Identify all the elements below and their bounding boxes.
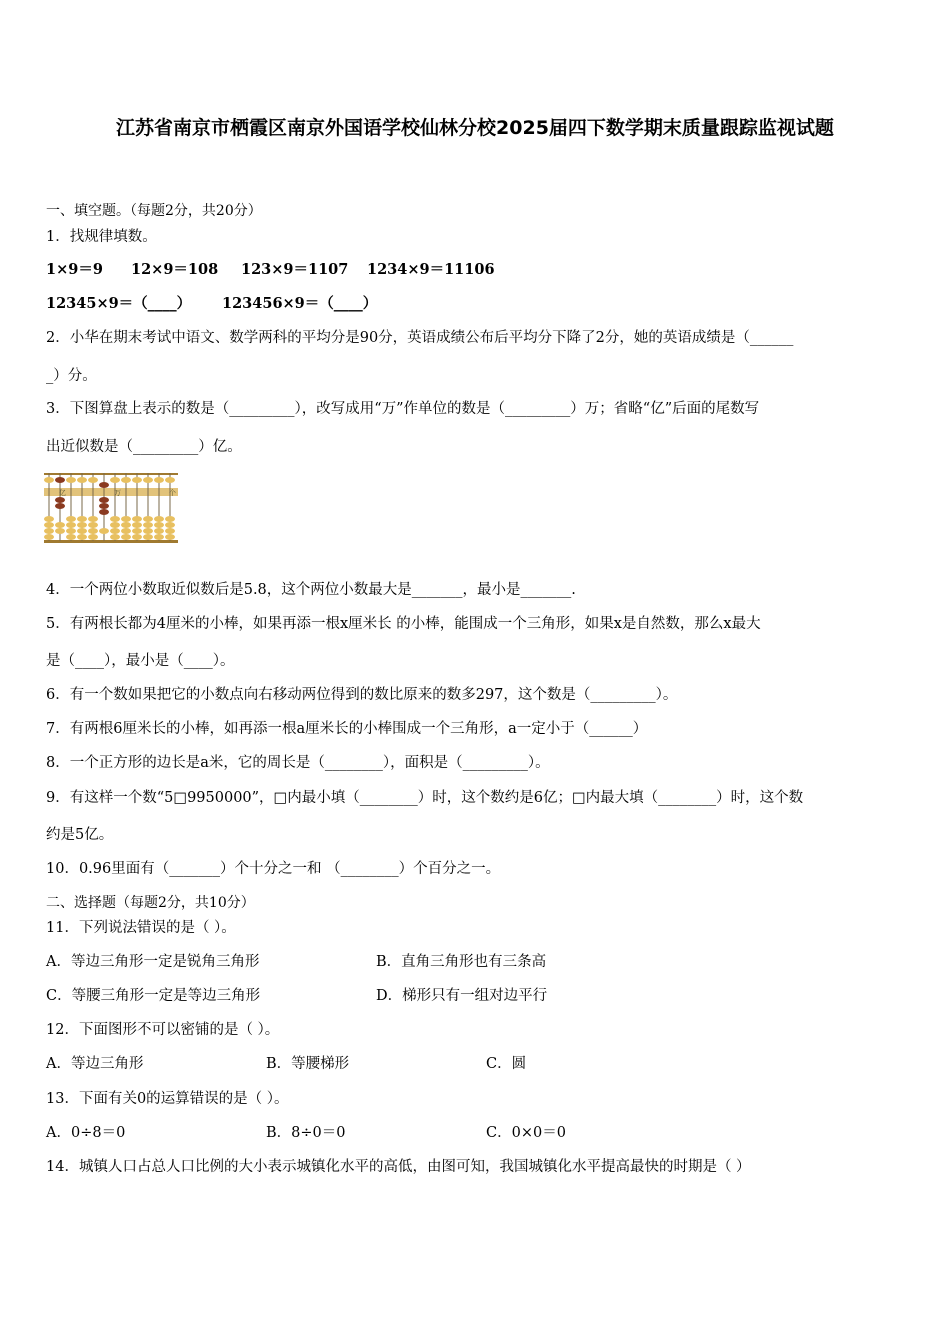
pattern-item: 1×9＝9: [46, 261, 103, 278]
abacus-label-yi: 亿: [59, 489, 66, 497]
option-d: D．梯形只有一组对边平行: [376, 988, 548, 1004]
question-5-line1: 5．有两根长都为4厘米的小棒，如果再添一根x厘米长 的小棒，能围成一个三角形，如果x是自然数，那么x最大: [46, 616, 761, 632]
pattern-item: 123×9＝1107: [241, 261, 349, 278]
option-b: B．8÷0＝0: [266, 1125, 346, 1141]
option-a: A．等边三角形一定是锐角三角形: [46, 954, 260, 970]
option-a: A．0÷8＝0: [46, 1125, 126, 1141]
blank-item: 123456×9＝（____）: [222, 295, 378, 312]
question-9-line1: 9．有这样一个数“5□9950000”，□内最小填（________）时，这个数约是6亿；□内最大填（________）时，这个数: [46, 790, 804, 806]
question-8: 8．一个正方形的边长是a米，它的周长是（________），面积是（_________）。: [46, 755, 550, 771]
abacus-image: [44, 469, 180, 549]
question-12: 12．下面图形不可以密铺的是（ ）。: [46, 1022, 280, 1038]
pattern-item: 12×9＝108: [131, 261, 219, 278]
question-10: 10．0.96里面有（_______）个十分之一和 （________）个百分之一。: [46, 861, 501, 877]
section-fill-blank-heading: 一、填空题。（每题2分，共20分）: [46, 203, 262, 219]
option-c: C．圆: [486, 1056, 527, 1072]
question-13: 13．下面有关0的运算错误的是（ ）。: [46, 1091, 289, 1107]
abacus-label-wan: 万: [114, 489, 121, 497]
option-a: A．等边三角形: [46, 1056, 144, 1072]
pattern-item: 1234×9＝11106: [367, 261, 495, 278]
question-4: 4．一个两位小数取近似数后是5.8，这个两位小数最大是_______，最小是_______.: [46, 582, 576, 598]
question-3-line1: 3．下图算盘上表示的数是（_________），改写成用“万”作单位的数是（_________）万；省略“亿”后面的尾数写: [46, 401, 760, 417]
option-c: C．0×0＝0: [486, 1125, 566, 1141]
section-choice-heading: 二、选择题（每题2分，共10分）: [46, 895, 255, 911]
blank-item: 12345×9＝（____）: [46, 295, 192, 312]
option-b: B．等腰梯形: [266, 1056, 350, 1072]
question-2-line1: 2．小华在期末考试中语文、数学两科的平均分是90分，英语成绩公布后平均分下降了2分，她的英语成绩是（______: [46, 330, 794, 346]
question-9-line2: 约是5亿。: [46, 827, 114, 843]
question-7: 7．有两根6厘米长的小棒，如再添一根a厘米长的小棒围成一个三角形，a一定小于（______）: [46, 721, 648, 737]
option-c: C．等腰三角形一定是等边三角形: [46, 988, 261, 1004]
option-b: B．直角三角形也有三条高: [376, 954, 547, 970]
question-11: 11．下列说法错误的是（ ）。: [46, 920, 236, 936]
question-5-line2: 是（____），最小是（____）。: [46, 653, 235, 669]
question-1: 1．找规律填数。: [46, 229, 157, 245]
abacus-label-ge: 个: [169, 489, 176, 497]
question-6: 6．有一个数如果把它的小数点向右移动两位得到的数比原来的数多297，这个数是（_________）。: [46, 687, 678, 703]
page-title: 江苏省南京市栖霞区南京外国语学校仙林分校2025届四下数学期末质量跟踪监视试题: [116, 117, 834, 139]
question-14: 14．城镇人口占总人口比例的大小表示城镇化水平的高低，由图可知，我国城镇化水平提高最快的时期是（ ）: [46, 1159, 751, 1175]
question-2-line2: _）分。: [46, 368, 97, 384]
question-3-line2: 出近似数是（_________）亿。: [46, 439, 242, 455]
